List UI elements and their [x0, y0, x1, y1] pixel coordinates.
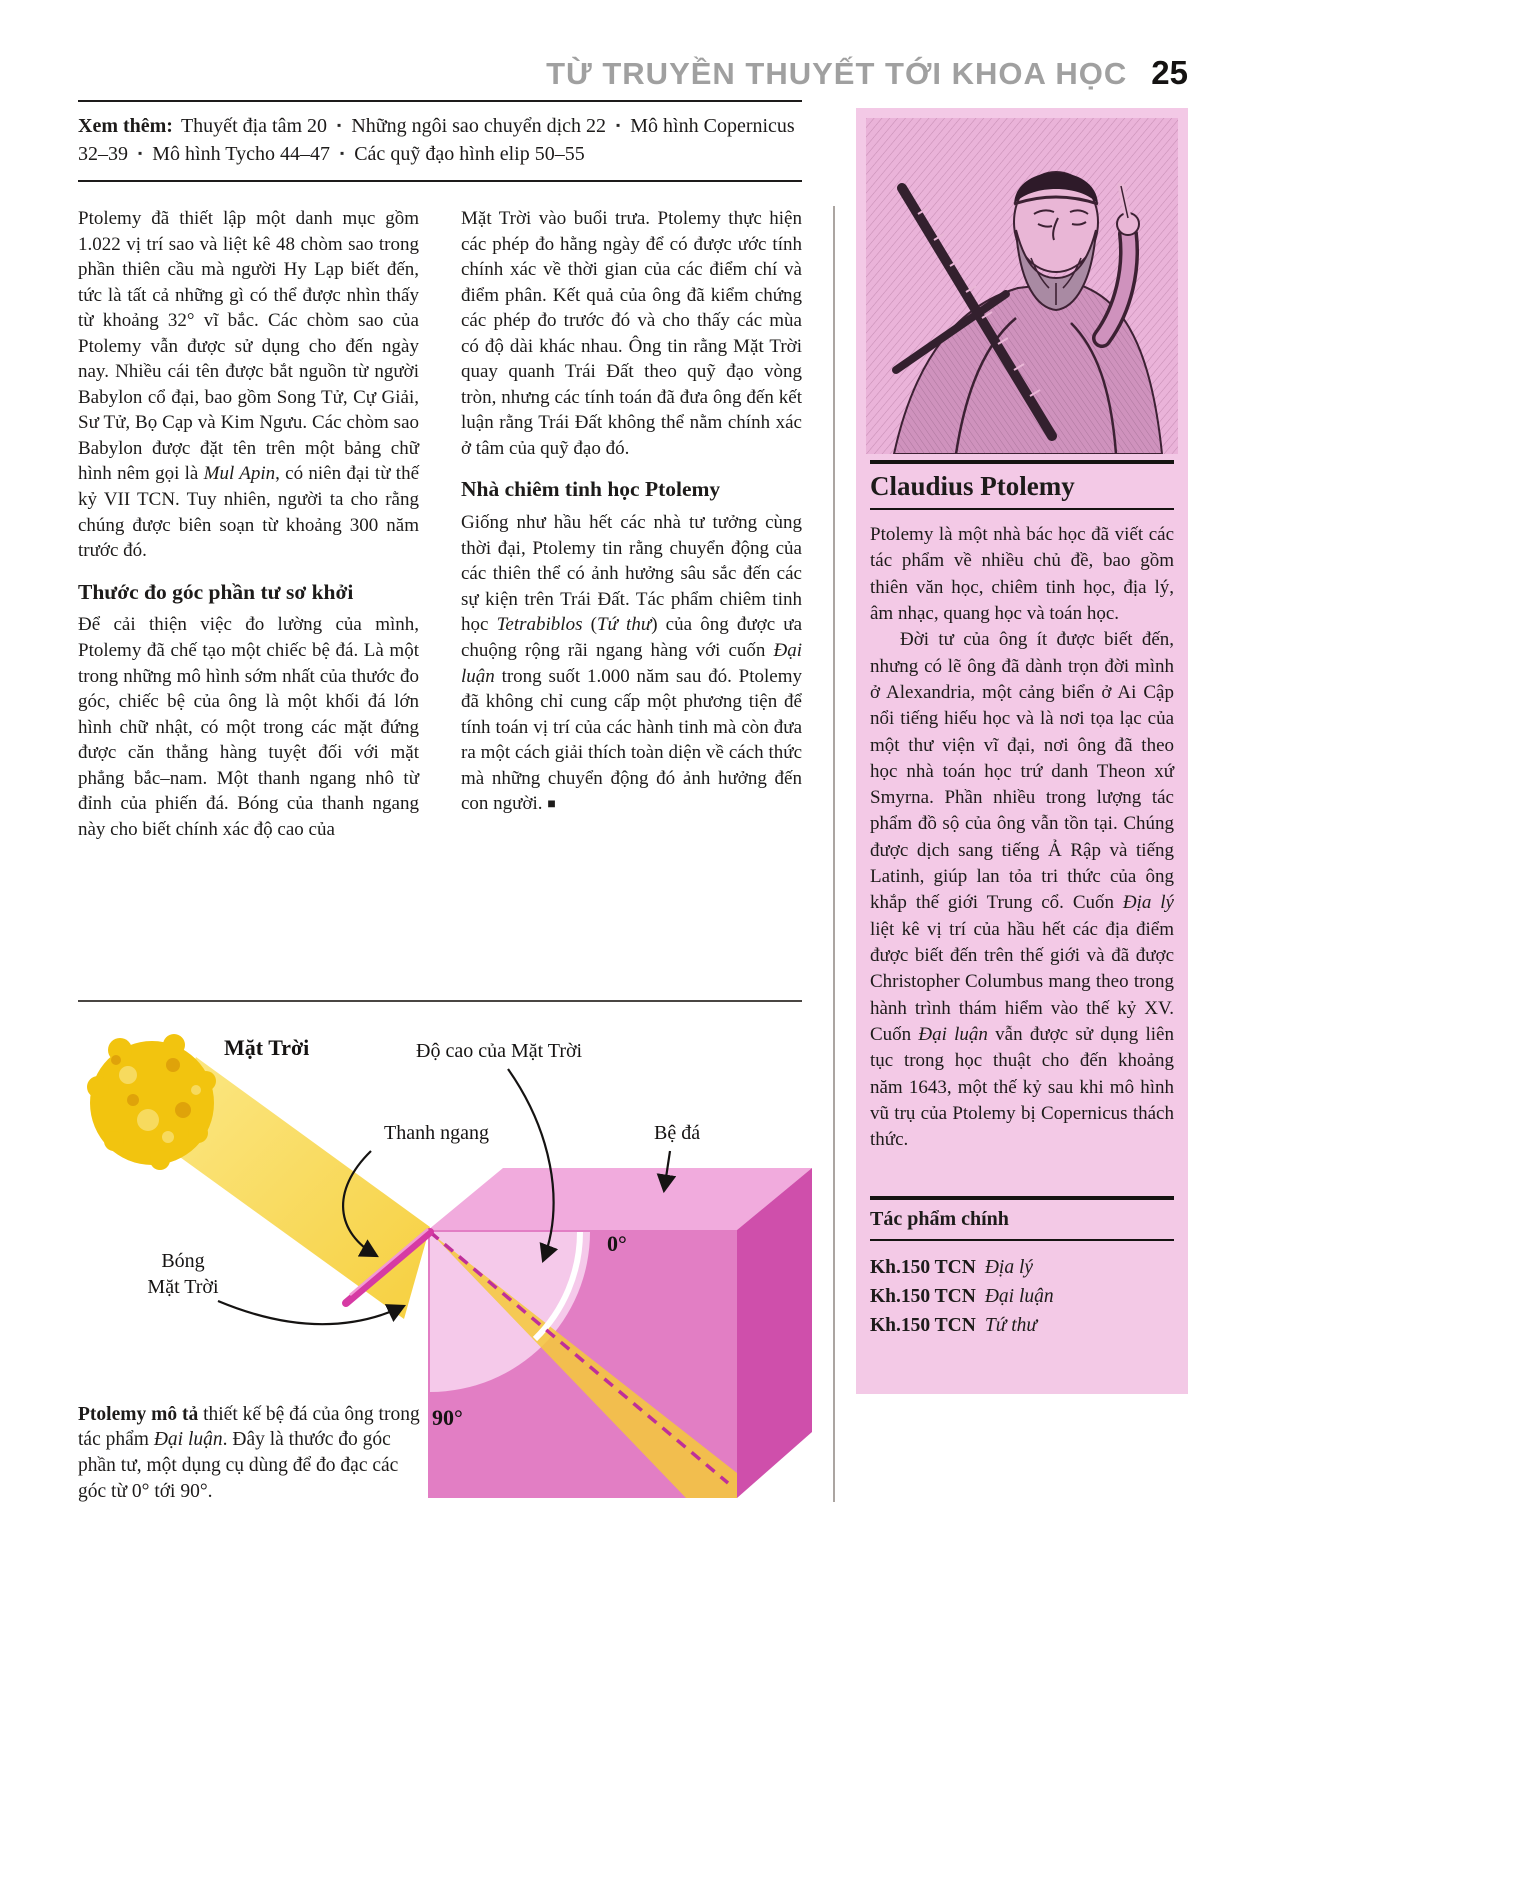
diagram-caption: Ptolemy mô tả thiết kế bệ đá của ông trong tác phẩm Đại luận. Đây là thước đo góc phần tư, một dụng cụ dùng để đo đạc các góc từ 0° tới 90°.	[78, 1403, 420, 1503]
see-also-item: Những ngôi sao chuyển dịch 22	[351, 115, 606, 137]
sun-label: Mặt Trời	[224, 1035, 310, 1060]
key-work-row	[870, 1255, 1174, 1281]
article-column-left	[78, 206, 419, 842]
work-title: Địa lý	[984, 1256, 1034, 1278]
biography-name: Claudius Ptolemy	[870, 471, 1075, 501]
see-also-item: Thuyết địa tâm 20	[180, 115, 328, 137]
ptolemy-portrait	[866, 118, 1178, 454]
running-head	[78, 54, 1188, 92]
angle-zero-label: 0°	[607, 1231, 627, 1256]
sidebar-rule	[870, 460, 1174, 464]
paragraph: Ptolemy đã thiết lập một danh mục gồm 1.022 vị trí sao và liệt kê 48 chòm sao trong phần thiên cầu mà người Hy Lạp biết đến, tức là tất cả những gì có thể được nhìn thấy từ khoảng 32° vĩ bắc. Các chòm sao của Ptolemy vẫn được sử dụng cho đến ngày nay. Nhiều cái tên được bắt nguồn từ người Babylon cổ đại, bao gồm Song Tử, Cự Giải, Sư Tử, Bọ Cạp và Kim Ngưu. Các chòm sao Babylon được đặt tên trên một bảng chữ hình nêm gọi là Mul Apin, có niên đại từ thế kỷ VII TCN. Tuy nhiên, người ta cho rằng chúng được biên soạn từ khoảng 300 năm trước đó.	[78, 208, 419, 562]
square-separator-icon: ▪	[616, 118, 621, 132]
sidebar-rule	[870, 1239, 1174, 1241]
paragraph: Mặt Trời vào buổi trưa. Ptolemy thực hiện các phép đo hằng ngày để có được ước tính chính xác về thời gian của các điểm chí và điểm phân. Kết quả của ông đã kiểm chứng các phép đo trước đó và cho thấy các mùa có độ dài khác nhau. Ông tin rằng Mặt Trời quay quanh Trái Đất theo quỹ đạo vòng tròn, nhưng các tính toán đã đưa ông đến kết luận rằng Trái Đất không thể nằm chính xác ở tâm của quỹ đạo đó.	[461, 208, 802, 459]
square-separator-icon: ▪	[138, 146, 143, 161]
paragraph: Đời tư của ông ít được biết đến, nhưng có lẽ ông đã dành trọn đời mình ở Alexandria, một cảng biển ở Ai Cập nổi tiếng hiếu học và là nơi tọa lạc của một thư viện vĩ đại, nơi ông đã theo học nhà toán học trứ danh Theon xứ Smyrna. Phần nhiều trong lượng tác phẩm đồ sộ của ông vẫn tồn tại. Chúng được dịch sang tiếng Ả Rập và tiếng Latinh, giúp lan tỏa tri thức của ông khắp thế giới Trung cổ. Cuốn Địa lý liệt kê vị trí của hầu hết các địa điểm được biết đến trên thế giới và đã được Christopher Columbus mang theo trong hành trình thám hiểm vào thế kỷ XV. Cuốn Đại luận vẫn được sử dụng liên tục trong học thuật cho đến khoảng năm 1643, một thế kỷ sau khi mô hình vũ trụ của Ptolemy bị Copernicus thách thức.	[870, 629, 1174, 1151]
biography-sidebar	[856, 108, 1188, 1394]
sidebar-rule	[870, 508, 1174, 510]
shadow-arrow	[218, 1301, 404, 1324]
see-also-item: Mô hình Copernicus 32–39	[78, 115, 795, 166]
page-number: 25	[1151, 54, 1188, 91]
work-title: Tứ thư	[984, 1315, 1038, 1337]
angle-ninety-label: 90°	[432, 1405, 463, 1430]
key-work-row	[870, 1284, 1174, 1310]
shadow-label-line1: Bóng	[161, 1250, 205, 1272]
paragraph: Ptolemy là một nhà bác học đã viết các tác phẩm về nhiều chủ đề, bao gồm thiên văn học, chiêm tinh học, địa lý, âm nhạc, quang học và toán học.	[870, 524, 1174, 624]
paragraph: Để cải thiện việc đo lường của mình, Ptolemy đã chế tạo một chiếc bệ đá. Là một trong những mô hình sớm nhất của thước đo góc, chiếc bệ của ông là một khối đá lớn hình chữ nhật, có một trong các mặt đứng được căn thẳng hàng tuyệt đối với mặt phẳng bắc–nam. Một thanh ngang nhô từ đỉnh của phiến đá. Bóng của thanh ngang này cho biết chính xác độ cao của	[78, 614, 419, 840]
biography-text	[870, 522, 1174, 1154]
column-divider	[833, 206, 835, 1502]
article-body	[78, 206, 802, 842]
work-title: Đại luận	[984, 1285, 1054, 1307]
ptolemy-portrait-illustration	[866, 118, 1178, 454]
altitude-label: Độ cao của Mặt Trời	[416, 1040, 583, 1062]
work-date: Kh.150 TCN	[870, 1256, 976, 1278]
paragraph: Giống như hầu hết các nhà tư tưởng cùng thời đại, Ptolemy tin rằng chuyển động của các thiên thể có ảnh hưởng sâu sắc đến các sự kiện trên Trái Đất. Tác phẩm chiêm tinh học Tetrabiblos (Tứ thư) của ông được ưa chuộng rộng rãi ngang hàng với cuốn Đại luận trong suốt 1.000 năm sau đó. Ptolemy đã không chỉ cung cấp một phương tiện để tính toán vị trí của các hành tinh mà còn đưa ra một cách giải thích toàn diện về cách thức mà những chuyển động đó ảnh hưởng đến con người. ■	[461, 512, 803, 815]
plinth-label: Bệ đá	[654, 1122, 701, 1144]
article-column-right	[461, 206, 802, 842]
see-also-label: Xem thêm:	[78, 115, 173, 137]
square-separator-icon: ▪	[337, 118, 342, 132]
see-also-item: Các quỹ đạo hình elip 50–55	[354, 143, 585, 166]
work-date: Kh.150 TCN	[870, 1285, 976, 1307]
rule-above-see-also	[78, 100, 802, 102]
section-heading-astrologer: Nhà chiêm tinh học Ptolemy	[461, 477, 721, 502]
crossbar-label: Thanh ngang	[384, 1122, 489, 1144]
sidebar-rule	[870, 1196, 1174, 1200]
key-work-row	[870, 1313, 1174, 1339]
section-heading-quadrant: Thước đo góc phần tư sơ khởi	[78, 579, 354, 604]
key-works-heading: Tác phẩm chính	[870, 1207, 1009, 1230]
see-also-block	[78, 112, 802, 169]
see-also-item: Mô hình Tycho 44–47	[152, 143, 330, 166]
rule-above-diagram	[78, 1000, 802, 1002]
work-date: Kh.150 TCN	[870, 1315, 976, 1337]
shadow-label-line2: Mặt Trời	[147, 1276, 219, 1298]
rule-below-see-also	[78, 180, 802, 182]
square-separator-icon: ▪	[339, 146, 345, 161]
chapter-title: TỪ TRUYỀN THUYẾT TỚI KHOA HỌC	[546, 56, 1128, 91]
